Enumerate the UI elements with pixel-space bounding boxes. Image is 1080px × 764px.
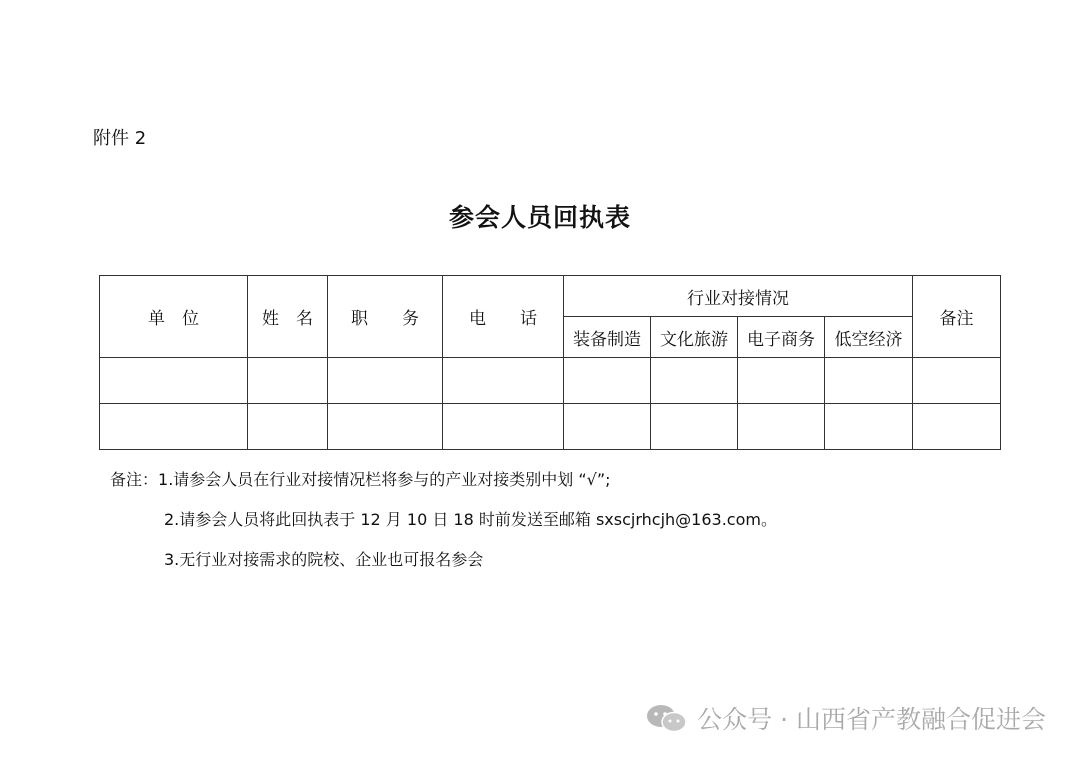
header-industry-group: 行业对接情况 xyxy=(564,276,913,317)
form-title: 参会人员回执表 xyxy=(448,203,631,232)
header-phone: 电 话 xyxy=(443,276,564,358)
cell-low-altitude-economy[interactable] xyxy=(825,358,913,404)
header-name: 姓 名 xyxy=(248,276,328,358)
note-1 xyxy=(110,460,777,500)
note-1-text: 1.请参会人员在行业对接情况栏将参与的产业对接类别中划 “√”; xyxy=(158,470,611,489)
cell-e-commerce[interactable] xyxy=(738,358,825,404)
notes-section xyxy=(110,460,777,580)
cell-e-commerce[interactable] xyxy=(738,404,825,450)
cell-unit[interactable] xyxy=(100,358,248,404)
header-unit: 单 位 xyxy=(100,276,248,358)
header-low-altitude-economy: 低空经济 xyxy=(825,317,913,358)
cell-phone[interactable] xyxy=(443,404,564,450)
receipt-table xyxy=(99,275,1001,450)
watermark-text: 公众号 · 山西省产教融合促进会 xyxy=(697,705,1046,734)
table-row xyxy=(100,404,1001,450)
cell-cultural-tourism[interactable] xyxy=(651,358,738,404)
note-2: 2.请参会人员将此回执表于 12 月 10 日 18 时前发送至邮箱 sxscjrhcjh@163.com。 xyxy=(164,510,777,529)
header-cultural-tourism: 文化旅游 xyxy=(651,317,738,358)
notes-prefix: 备注： xyxy=(110,470,159,489)
cell-position[interactable] xyxy=(328,404,443,450)
cell-cultural-tourism[interactable] xyxy=(651,404,738,450)
header-e-commerce: 电子商务 xyxy=(738,317,825,358)
cell-name[interactable] xyxy=(248,358,328,404)
cell-remarks[interactable] xyxy=(913,358,1001,404)
cell-unit[interactable] xyxy=(100,404,248,450)
cell-position[interactable] xyxy=(328,358,443,404)
cell-name[interactable] xyxy=(248,404,328,450)
cell-equipment-manufacturing[interactable] xyxy=(564,358,651,404)
header-position: 职 务 xyxy=(328,276,443,358)
cell-remarks[interactable] xyxy=(913,404,1001,450)
watermark xyxy=(645,700,1046,736)
note-3: 3.无行业对接需求的院校、企业也可报名参会 xyxy=(164,550,484,569)
header-equipment-manufacturing: 装备制造 xyxy=(564,317,651,358)
cell-equipment-manufacturing[interactable] xyxy=(564,404,651,450)
table-row xyxy=(100,358,1001,404)
cell-phone[interactable] xyxy=(443,358,564,404)
cell-low-altitude-economy[interactable] xyxy=(825,404,913,450)
header-remarks: 备注 xyxy=(913,276,1001,358)
attachment-label: 附件 2 xyxy=(93,128,147,149)
wechat-icon xyxy=(645,703,689,733)
